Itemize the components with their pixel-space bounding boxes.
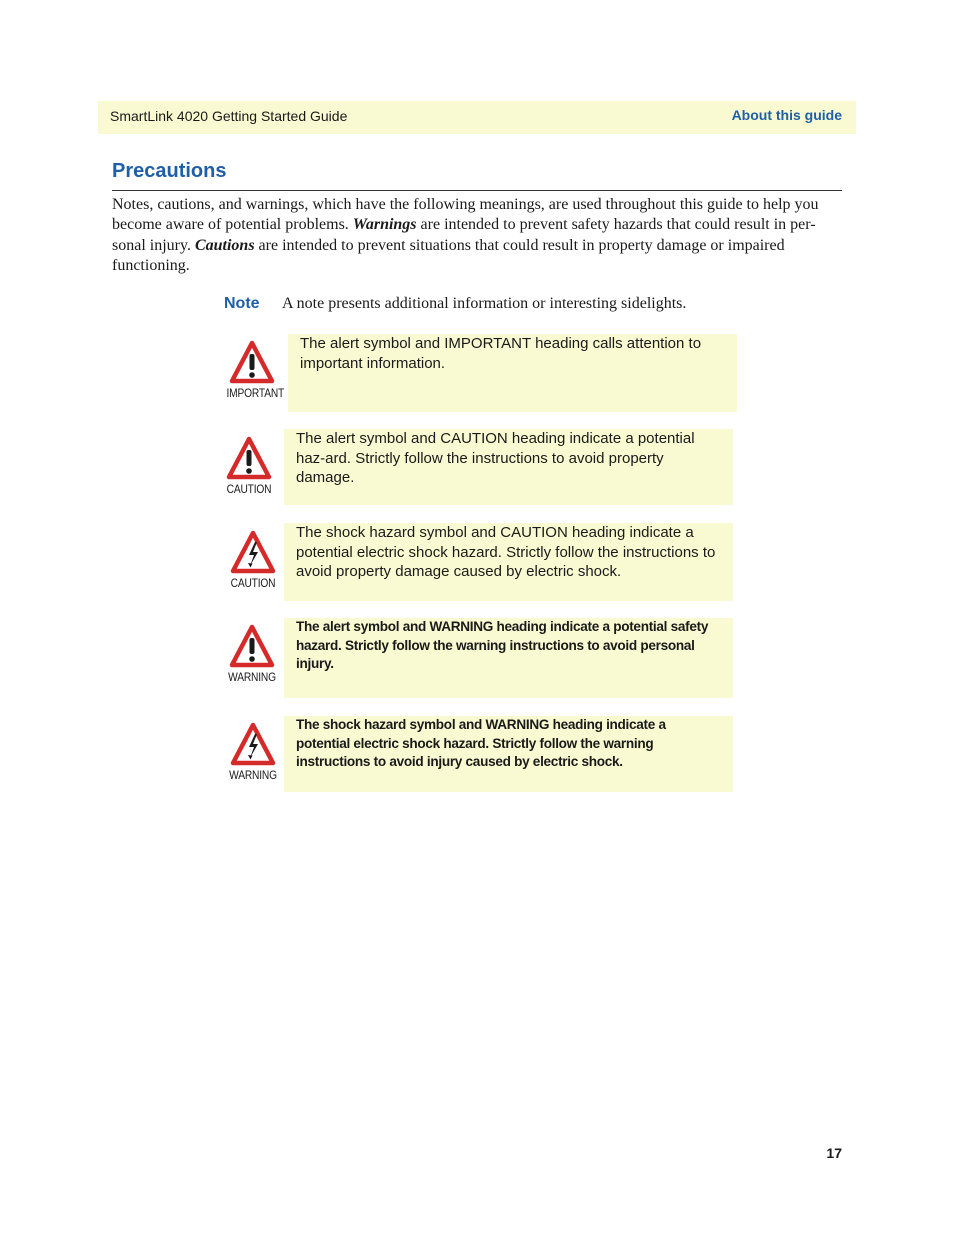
alert-icon (229, 624, 275, 668)
notice-text: The alert symbol and CAUTION heading indicate a potential haz-ard. Strictly follow the instructions to avoid property damage. (296, 430, 695, 486)
running-header (98, 101, 856, 134)
shock-warning-notice-icon-group (223, 722, 283, 782)
section-link[interactable]: About this guide (731, 107, 842, 123)
notice-label: IMPORTANT (226, 386, 285, 400)
notice-label: WARNING (229, 768, 277, 782)
intro-paragraph (112, 195, 842, 276)
important-notice-icon-group (222, 340, 285, 400)
alert-icon (226, 436, 272, 480)
title-divider (112, 190, 842, 191)
alert-icon (229, 340, 275, 384)
page-number: 17 (826, 1145, 842, 1161)
warning-notice-icon-group (222, 624, 282, 684)
shock-warning-notice-box (284, 716, 733, 792)
intro-text-2: are intended to prevent safety hazards that could result in per-sonal injury. (112, 216, 816, 254)
important-notice-box (288, 334, 737, 412)
intro-text-3: are intended to prevent situations that could result in property damage or impaired functioning. (112, 236, 785, 274)
warnings-term: Warnings (352, 216, 417, 234)
guide-title: SmartLink 4020 Getting Started Guide (110, 108, 348, 124)
shock-hazard-icon (230, 722, 276, 766)
notice-label: CAUTION (226, 482, 272, 496)
shock-hazard-icon (230, 530, 276, 574)
notice-label: CAUTION (230, 576, 276, 590)
note-label: Note (224, 295, 260, 312)
notice-text: The alert symbol and WARNING heading indicate a potential safety hazard. Strictly follow the warning instructions to avoid personal injury. (296, 619, 709, 672)
notice-text: The shock hazard symbol and CAUTION heading indicate a potential electric shock hazard. Strictly follow the instructions to avoid property damage caused by electric shock. (296, 524, 716, 580)
notice-label: WARNING (228, 670, 276, 684)
intro-text-1: Notes, cautions, and warnings, which have the following meanings, are used throughout this guide to help you become aware of potential problems. (112, 196, 819, 234)
section-title: Precautions (112, 160, 227, 182)
note-text: A note presents additional information or interesting sidelights. (282, 295, 687, 312)
caution-notice-box (284, 429, 733, 505)
caution-notice-icon-group (219, 436, 279, 496)
shock-caution-notice-box (284, 523, 733, 601)
cautions-term: Cautions (194, 236, 255, 254)
notice-text: The shock hazard symbol and WARNING heading indicate a potential electric shock hazard. Strictly follow the warning instructions to avoid injury caused by electric shock. (296, 717, 666, 770)
shock-caution-notice-icon-group (223, 530, 283, 590)
warning-notice-box (284, 618, 733, 698)
notice-text: The alert symbol and IMPORTANT heading calls attention to important information. (300, 335, 702, 372)
